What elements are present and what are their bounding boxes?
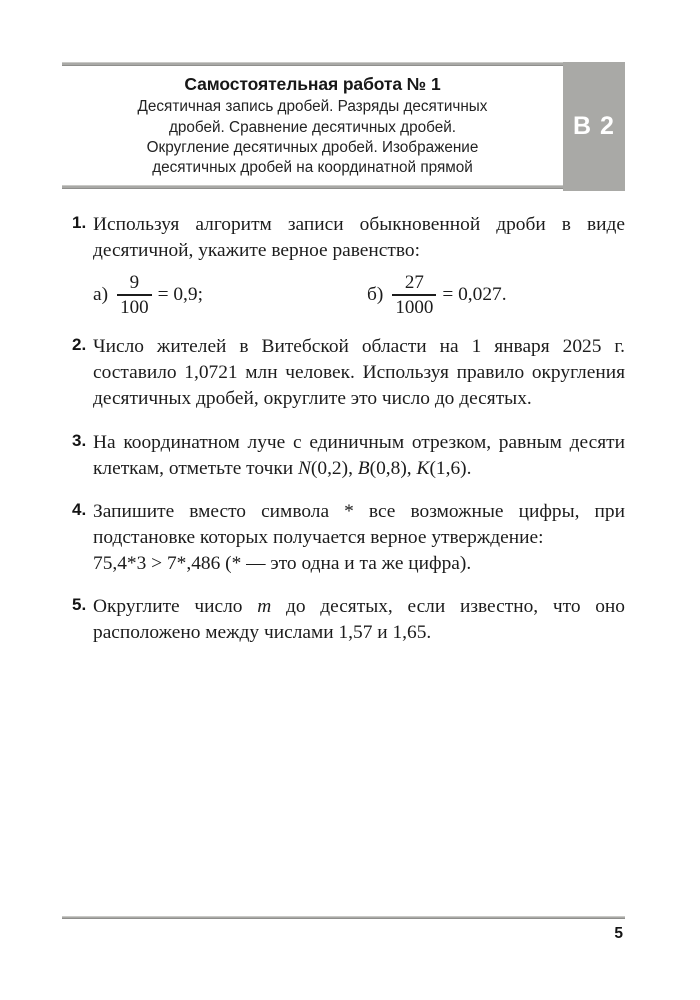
fraction-bar bbox=[392, 294, 436, 296]
task-text-tail: до десятых, если известно, что оно расположено между числами 1,57 и 1,65. bbox=[93, 596, 625, 644]
footer-rule bbox=[62, 916, 625, 919]
answer-equals-a: = 0,9; bbox=[157, 284, 203, 306]
task-body bbox=[93, 430, 625, 482]
answer-label-a: а) bbox=[93, 284, 109, 306]
page-footer bbox=[62, 916, 625, 943]
tasks-list bbox=[62, 212, 625, 663]
answer-label-b: б) bbox=[367, 284, 384, 306]
task-body bbox=[93, 499, 625, 577]
task-item bbox=[62, 430, 625, 482]
header-text-group bbox=[62, 66, 563, 185]
fraction-numerator: 27 bbox=[404, 272, 424, 294]
point-coord-k: (1,6). bbox=[429, 457, 472, 479]
fraction-denominator: 1000 bbox=[395, 296, 434, 318]
page-number: 5 bbox=[614, 925, 623, 942]
point-coord-b: (0,8), bbox=[369, 457, 417, 479]
header-subtitle-line-4: десятичных дробей на координатной прямой bbox=[152, 159, 473, 177]
fraction-bar bbox=[117, 294, 152, 296]
task-item bbox=[62, 334, 625, 412]
fraction-a bbox=[117, 273, 152, 317]
task-answers-row bbox=[93, 273, 625, 317]
point-label-b: B bbox=[357, 457, 370, 479]
variable-m: m bbox=[257, 596, 272, 618]
variant-badge: В 2 bbox=[563, 62, 625, 191]
header-body bbox=[62, 66, 625, 185]
header-subtitle-line-1: Десятичная запись дробей. Разряды десятичных bbox=[137, 98, 488, 116]
fraction-b bbox=[392, 273, 436, 317]
task-text: Используя алгоритм записи обыкновенной дроби в виде десятичной, укажите верное равенство: bbox=[93, 214, 625, 262]
answer-equals-b: = 0,027. bbox=[442, 284, 507, 306]
task-number: 1. bbox=[72, 213, 87, 232]
task-text-lead: Округлите число bbox=[93, 596, 258, 618]
answer-option-a bbox=[93, 273, 367, 317]
header-bottom-rule bbox=[62, 185, 625, 189]
point-coord-n: (0,2), bbox=[310, 457, 358, 479]
page-title: Самостоятельная работа № 1 bbox=[184, 74, 441, 94]
task-body bbox=[93, 334, 625, 412]
task-number: 2. bbox=[72, 335, 87, 355]
task-item bbox=[62, 212, 625, 317]
task-item bbox=[62, 594, 625, 646]
point-label-k: K bbox=[416, 457, 430, 479]
task-number: 4. bbox=[72, 499, 87, 519]
task-item bbox=[62, 499, 625, 577]
header-subtitle-line-2: дробей. Сравнение десятичных дробей. bbox=[168, 118, 457, 136]
point-label-n: N bbox=[297, 457, 311, 479]
task-number: 5. bbox=[72, 595, 87, 615]
header-subtitle bbox=[70, 97, 555, 178]
task-expression: 75,4*3 > 7*,486 (* — это одна и та же цифра). bbox=[93, 552, 472, 574]
task-number: 3. bbox=[72, 430, 87, 450]
answer-option-b bbox=[367, 273, 507, 317]
task-text bbox=[93, 430, 625, 482]
fraction-numerator: 9 bbox=[129, 272, 140, 294]
fraction-denominator: 100 bbox=[120, 296, 149, 318]
task-text bbox=[93, 594, 625, 646]
task-text: Число жителей в Витебской области на 1 января 2025 г. составило 1,0721 млн человек. Используя правило округления десятичных дробей, округлите это число до десятых. bbox=[93, 336, 625, 410]
task-text-lead: На координатном луче с единичным отрезком, равным десяти клеткам, отметьте точки bbox=[93, 431, 625, 479]
task-body bbox=[93, 594, 625, 646]
task-body bbox=[93, 212, 625, 317]
header-subtitle-line-3: Округление десятичных дробей. Изображение bbox=[146, 139, 479, 157]
worksheet-header bbox=[62, 62, 625, 189]
task-text: Запишите вместо символа * все возможные цифры, при подстановке которых получается верное утверждение: bbox=[93, 500, 625, 548]
